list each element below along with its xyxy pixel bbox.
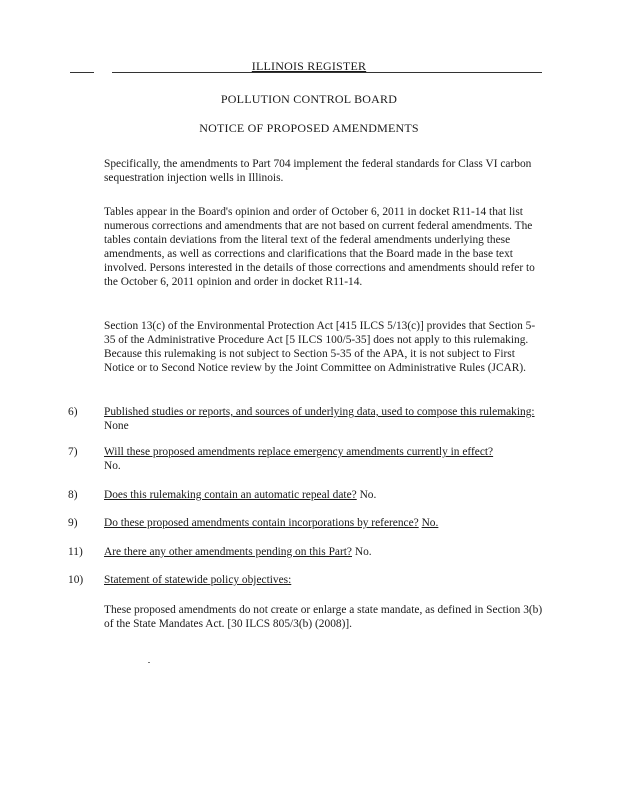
item-number: 6)	[68, 406, 78, 418]
item-question: Does this rulemaking contain an automatic repeal date?	[104, 489, 357, 501]
item-answer: No.	[104, 460, 121, 472]
paragraph-section-13: Section 13(c) of the Environmental Protection Act [415 ILCS 5/13(c)] provides that Section 5-35 of the Administrative Procedure Act [5 ILCS 100/5-35] does not apply to this rulemaking. Because this rulemaking is not subject to Section 5-35 of the APA, it is not subject to First Notice or to Second Notice review by the Joint Committee on Administrative Rules (JCAR).	[104, 320, 536, 374]
item-question: Will these proposed amendments replace emergency amendments currently in effect?	[104, 446, 494, 458]
item-question: Do these proposed amendments contain incorporations by reference?	[104, 517, 419, 529]
item-number: 11)	[68, 546, 83, 558]
item-question: Are there any other amendments pending on this Part?	[104, 546, 352, 558]
item-number: 10)	[68, 574, 84, 586]
item-answer: No.	[421, 517, 439, 529]
item-number: 9)	[68, 517, 78, 529]
item-answer: No.	[354, 546, 372, 558]
register-title: ILLINOIS REGISTER	[251, 59, 367, 73]
scan-speck	[148, 662, 150, 663]
item-number: 7)	[68, 446, 78, 458]
item-number: 8)	[68, 489, 78, 501]
item-answer: No.	[359, 489, 377, 501]
item-question: Statement of statewide policy objectives:	[104, 574, 292, 586]
item-question: Published studies or reports, and sources of underlying data, used to compose this rulemaking:	[104, 406, 535, 418]
notice-title: NOTICE OF PROPOSED AMENDMENTS	[199, 121, 419, 135]
paragraph-tables: Tables appear in the Board's opinion and order of October 6, 2011 in docket R11-14 that list numerous corrections and amendments that are not based on current federal amendments. The tables contain deviations from the literal text of the federal amendments underlying these amendments, as well as corrections and clarifications that the Board made in the base text involved. Persons interested in the details of those corrections and amendments should refer to the October 6, 2011 opinion and order in docket R11-14.	[104, 206, 535, 288]
paragraph-specifically: Specifically, the amendments to Part 704 implement the federal standards for Class VI carbon sequestration injection wells in Illinois.	[104, 158, 532, 184]
board-title: POLLUTION CONTROL BOARD	[220, 92, 398, 106]
item-answer: None	[104, 420, 129, 432]
paragraph-statewide: These proposed amendments do not create or enlarge a state mandate, as defined in Section 3(b) of the State Mandates Act. [30 ILCS 805/3(b) (2008)].	[104, 604, 543, 630]
